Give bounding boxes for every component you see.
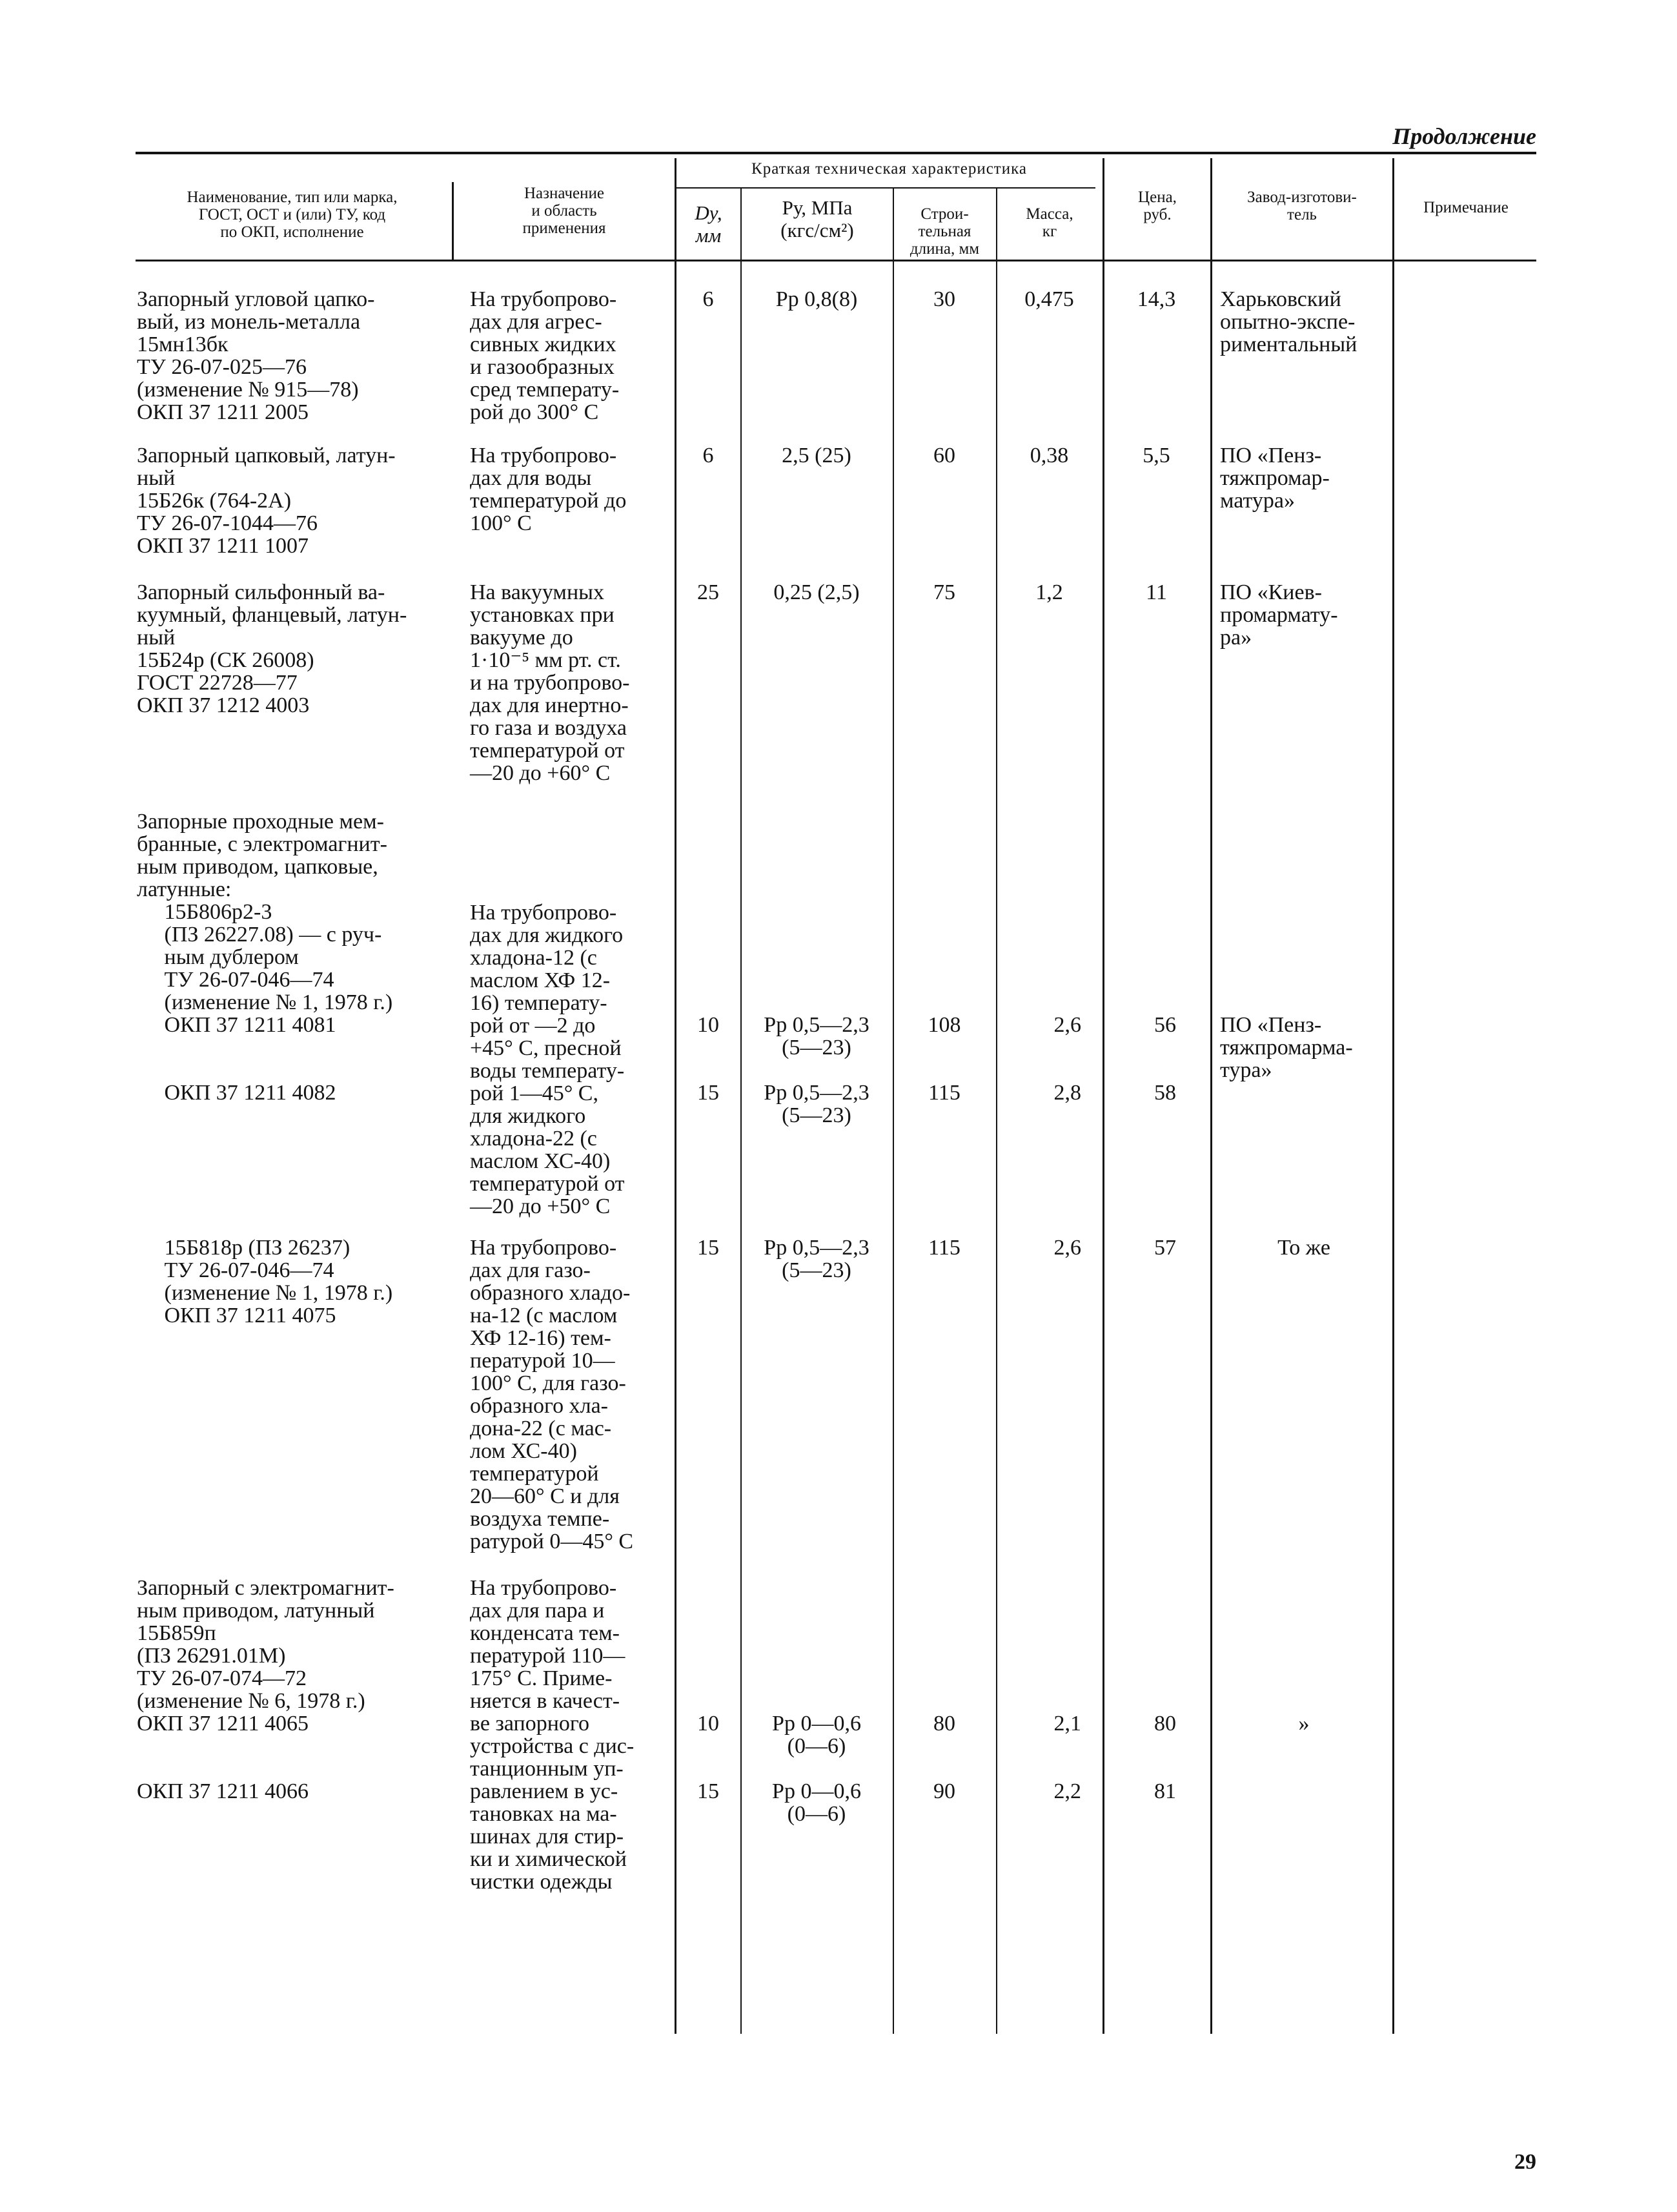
table-row-3-mass: 1,2	[1035, 580, 1063, 604]
table-row-6a-length: 80	[933, 1712, 955, 1736]
table-row-4b-dy: 15	[697, 1081, 719, 1105]
table-row-2-price: 5,5	[1143, 444, 1170, 467]
table-row-4a-maker: ПО «Пенз- тяжпромарма- тура»	[1220, 1013, 1353, 1082]
table-row-4-purpose: На трубопрово- дах для жидкого хладона-12 (с маслом ХФ 12- 16) температу- рой от —2 до +45° С, пресной воды температу- рой 1—45° С, для жидкого хладона-22 (с маслом ХС-40) температурой от —20 до +50° С	[470, 901, 625, 1218]
table-row-4b-price: 58	[1154, 1081, 1176, 1105]
table-row-5-length: 115	[928, 1236, 960, 1260]
table-row-2-mass: 0,38	[1030, 444, 1069, 467]
table-row-6b-price: 81	[1154, 1779, 1176, 1803]
header-brief: Краткая техническая характеристика	[751, 160, 1027, 178]
table-row-2-py: 2,5 (25)	[782, 444, 851, 467]
table-row-4-name: Запорные проходные мем- бранные, с электромагнит- ным приводом, цапковые, латунные: 15Б806р2-3 (ПЗ 26227.08) — с руч- ным дублером ТУ 26-07-046—74 (изменение № 1, 1978 г.) ОКП 37 1211 4081 ОКП 37 1211 4082	[137, 810, 393, 1105]
table-row-4b-mass: 2,8	[1053, 1081, 1081, 1105]
table-row-6a-price: 80	[1154, 1712, 1176, 1736]
header-price: Цена, руб.	[1138, 189, 1177, 223]
table-row-5-name: 15Б818р (ПЗ 26237) ТУ 26-07-046—74 (изменение № 1, 1978 г.) ОКП 37 1211 4075	[164, 1236, 393, 1327]
table-top-rule	[136, 152, 1536, 154]
table-row-3-length: 75	[933, 580, 955, 604]
page-number: 29	[1514, 2150, 1536, 2174]
header-mass: Масса, кг	[1026, 205, 1073, 240]
table-row-3-purpose: На вакуумных установках при вакууме до 1·10⁻⁵ мм рт. ст. и на трубопрово- дах для инертно- го газа и воздуха температурой от —20 до +60° С	[470, 580, 630, 785]
brief-sub-rule	[676, 187, 1095, 189]
header-note: Примечание	[1423, 199, 1509, 216]
table-row-6a-mass: 2,1	[1053, 1712, 1081, 1736]
col-divider-2	[675, 158, 676, 2034]
table-row-4b-length: 115	[928, 1081, 960, 1105]
header-purpose: Назначение и область применения	[522, 185, 606, 237]
header-bottom-rule	[136, 260, 1536, 261]
continuation-label: Продолжение	[1392, 123, 1536, 149]
table-row-1-purpose: На трубопрово- дах для агрес- сивных жидких и газообразных сред температу- рой до 300° С	[470, 287, 620, 424]
table-row-6b-dy: 15	[697, 1779, 719, 1803]
table-row-3-py: 0,25 (2,5)	[773, 580, 860, 604]
table-row-2-length: 60	[933, 444, 955, 467]
col-divider-1	[452, 182, 454, 260]
table-row-6-purpose: На трубопрово- дах для пара и конденсата тем- пературой 110— 175° С. Приме- няется в качест- ве запорного устройства с дис- танционным уп- равлением в ус- тановках на ма- шинах для стир- ки и химической чистки одежды	[470, 1576, 635, 1894]
col-divider-8	[1392, 158, 1394, 2034]
table-row-5-price: 57	[1154, 1236, 1176, 1260]
table-row-6b-mass: 2,2	[1053, 1779, 1081, 1803]
table-row-1-length: 30	[933, 287, 955, 311]
table-row-5-dy: 15	[697, 1236, 719, 1260]
table-row-2-name: Запорный цапковый, латун- ный 15Б26к (764-2А) ТУ 26-07-1044—76 ОКП 37 1211 1007	[137, 444, 396, 558]
table-row-3-maker: ПО «Киев- промармату- ра»	[1220, 580, 1338, 650]
table-row-4a-mass: 2,6	[1053, 1013, 1081, 1037]
table-row-3-price: 11	[1146, 580, 1167, 604]
table-row-1-py: Pр 0,8(8)	[775, 287, 858, 311]
table-row-1-mass: 0,475	[1024, 287, 1074, 311]
table-row-4a-length: 108	[928, 1013, 961, 1037]
table-row-1-price: 14,3	[1137, 287, 1176, 311]
header-py: Pу, МПа (кгс/см²)	[780, 196, 854, 241]
table-row-6-name: Запорный с электромагнит- ным приводом, латунный 15Б859п (ПЗ 26291.01М) ТУ 26-07-074—72 (изменение № 6, 1978 г.) ОКП 37 1211 4065 ОКП 37 1211 4066	[137, 1576, 394, 1803]
table-row-5-maker: То же	[1277, 1236, 1330, 1260]
table-row-3-dy: 25	[697, 580, 719, 604]
table-row-6a-py: Pр 0—0,6 (0—6)	[772, 1712, 861, 1758]
header-dy: Dу, мм	[695, 201, 722, 247]
table-row-2-maker: ПО «Пенз- тяжпромар- матура»	[1220, 444, 1330, 513]
table-row-4a-price: 56	[1154, 1013, 1176, 1037]
table-row-6a-maker: »	[1298, 1712, 1310, 1736]
table-row-6a-dy: 10	[697, 1712, 719, 1736]
table-row-4a-dy: 10	[697, 1013, 719, 1037]
table-row-5-mass: 2,6	[1053, 1236, 1081, 1260]
table-row-1-name: Запорный угловой цапко- вый, из монель-металла 15мн13бк ТУ 26-07-025—76 (изменение № 915—78) ОКП 37 1211 2005	[137, 287, 375, 424]
table-row-2-purpose: На трубопрово- дах для воды температурой до 100° С	[470, 444, 627, 535]
table-row-4b-py: Pр 0,5—2,3 (5—23)	[764, 1081, 869, 1127]
header-name: Наименование, тип или марка, ГОСТ, ОСТ и (или) ТУ, код по ОКП, исполнение	[187, 189, 398, 241]
table-row-6b-py: Pр 0—0,6 (0—6)	[772, 1779, 861, 1826]
table-row-3-name: Запорный сильфонный ва- куумный, фланцевый, латун- ный 15Б24р (СК 26008) ГОСТ 22728—77 ОКП 37 1212 4003	[137, 580, 407, 717]
table-row-5-purpose: На трубопрово- дах для газо- образного хладо- на-12 (с маслом ХФ 12-16) тем- пературой 10— 100° С, для газо- образного хла- дона-22 (с мас- лом ХС-40) температурой 20—60° С и для воздуха темпе- ратурой 0—45° С	[470, 1236, 634, 1553]
table-row-6b-length: 90	[933, 1779, 955, 1803]
table-row-1-dy: 6	[702, 287, 714, 311]
header-maker: Завод-изготови- тель	[1247, 189, 1357, 223]
header-length: Строи- тельная длина, мм	[910, 205, 980, 258]
table-row-1-maker: Харьковский опытно-экспе- риментальный	[1220, 287, 1357, 356]
table-row-4a-py: Pр 0,5—2,3 (5—23)	[764, 1013, 869, 1060]
table-row-5-py: Pр 0,5—2,3 (5—23)	[764, 1236, 869, 1282]
table-row-2-dy: 6	[702, 444, 714, 467]
